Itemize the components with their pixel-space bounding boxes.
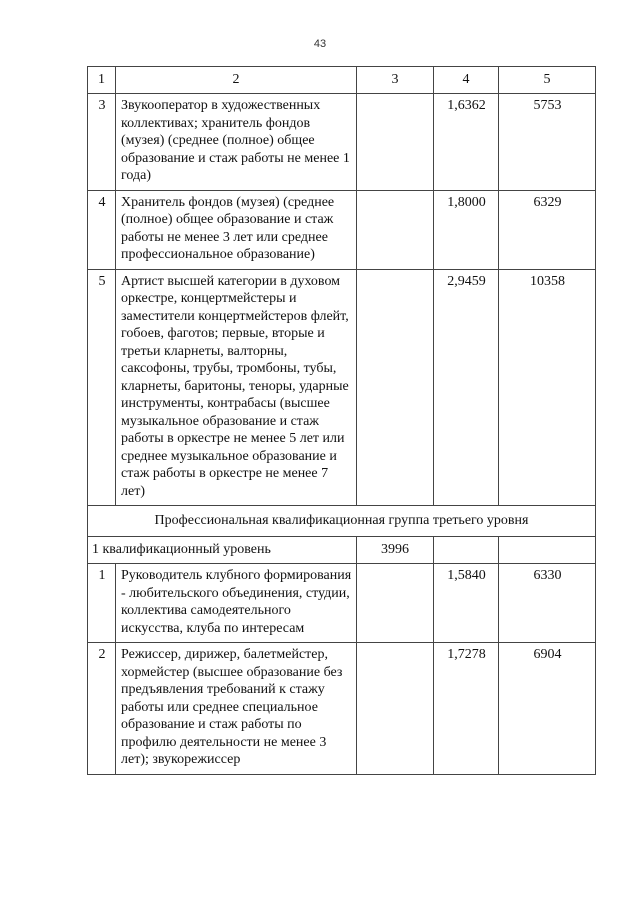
header-cell: 1 — [88, 67, 116, 94]
position-description: Хранитель фондов (музея) (среднее (полное) общее образование и стаж работы не менее 3 лет или среднее профессиональное образование) — [116, 190, 357, 269]
salary-cell: 5753 — [499, 94, 596, 191]
group-title: Профессиональная квалификационная группа третьего уровня — [88, 506, 596, 537]
coefficient-cell: 1,8000 — [434, 190, 499, 269]
column-3-cell — [357, 269, 434, 506]
column-3-cell — [357, 190, 434, 269]
coefficient-cell: 1,6362 — [434, 94, 499, 191]
table-row — [88, 564, 596, 643]
empty-cell — [434, 537, 499, 564]
column-3-cell — [357, 94, 434, 191]
table-row — [88, 190, 596, 269]
empty-cell — [499, 537, 596, 564]
table-header-row — [88, 67, 596, 94]
salary-cell: 6904 — [499, 643, 596, 775]
row-number: 4 — [88, 190, 116, 269]
table-row — [88, 94, 596, 191]
row-number: 3 — [88, 94, 116, 191]
position-description: Режиссер, дирижер, балетмейстер, хормейстер (высшее образование без предъявления требований к стажу работы или среднее специальное образование и стаж работы по профилю деятельности не менее 3 лет); звукорежиссер — [116, 643, 357, 775]
position-description: Звукооператор в художественных коллективах; хранитель фондов (музея) (среднее (полное) общее образование и стаж работы не менее 1 года) — [116, 94, 357, 191]
coefficient-cell: 2,9459 — [434, 269, 499, 506]
header-cell: 3 — [357, 67, 434, 94]
base-salary-cell: 3996 — [357, 537, 434, 564]
salary-cell: 6329 — [499, 190, 596, 269]
salary-table — [87, 66, 596, 775]
coefficient-cell: 1,5840 — [434, 564, 499, 643]
group-heading-row — [88, 506, 596, 537]
row-number: 5 — [88, 269, 116, 506]
coefficient-cell: 1,7278 — [434, 643, 499, 775]
qualification-level-label: 1 квалификационный уровень — [88, 537, 357, 564]
qualification-level-row — [88, 537, 596, 564]
row-number: 2 — [88, 643, 116, 775]
salary-cell: 6330 — [499, 564, 596, 643]
column-3-cell — [357, 643, 434, 775]
page-number: 43 — [313, 38, 327, 50]
position-description: Руководитель клубного формирования - любительского объединения, студии, коллектива самодеятельного искусства, клуба по интересам — [116, 564, 357, 643]
header-cell: 2 — [116, 67, 357, 94]
table-row — [88, 269, 596, 506]
column-3-cell — [357, 564, 434, 643]
row-number: 1 — [88, 564, 116, 643]
header-cell: 4 — [434, 67, 499, 94]
position-description: Артист высшей категории в духовом оркестре, концертмейстеры и заместители концертмейстеров флейт, гобоев, фаготов; первые, вторые и третьи кларнеты, валторны, саксофоны, трубы, тромбоны, тубы, кларнеты, баритоны, теноры, ударные инструменты, контрабасы (высшее музыкальное образование и стаж работы в оркестре не менее 5 лет или среднее музыкальное образование и стаж работы в оркестре не менее 7 лет) — [116, 269, 357, 506]
table-row — [88, 643, 596, 775]
salary-cell: 10358 — [499, 269, 596, 506]
header-cell: 5 — [499, 67, 596, 94]
